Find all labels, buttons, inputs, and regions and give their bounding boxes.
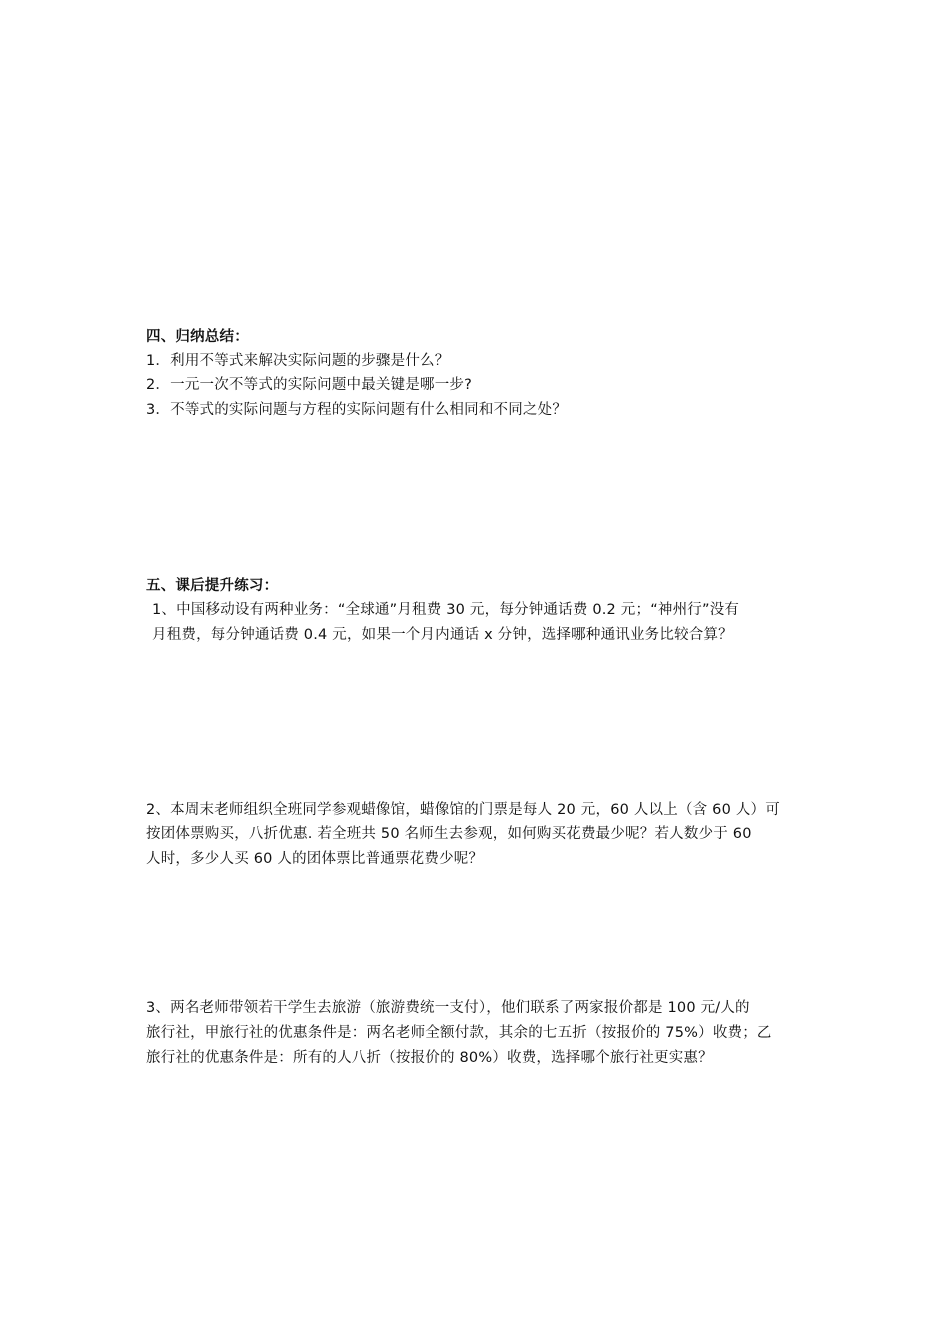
section-5-heading: 五、课后提升练习： bbox=[146, 578, 279, 594]
section-4-heading: 四、归纳总结： bbox=[146, 329, 249, 345]
problem-2-line-2: 按团体票购买，八折优惠. 若全班共 50 名师生去参观，如何购买花费最少呢？若人数少于 60 bbox=[146, 826, 752, 842]
problem-2-line-1: 2、本周末老师组织全班同学参观蜡像馆，蜡像馆的门票是每人 20 元，60 人以上（含 60 人）可 bbox=[146, 802, 780, 818]
problem-3-line-3: 旅行社的优惠条件是：所有的人八折（按报价的 80%）收费，选择哪个旅行社更实惠？ bbox=[146, 1050, 713, 1066]
problem-3-line-1: 3、两名老师带领若干学生去旅游（旅游费统一支付），他们联系了两家报价都是 100 元/人的 bbox=[146, 1000, 750, 1016]
problem-2-line-3: 人时，多少人买 60 人的团体票比普通票花费少呢？ bbox=[146, 851, 484, 867]
summary-question-3: 3．不等式的实际问题与方程的实际问题有什么相同和不同之处？ bbox=[146, 402, 568, 418]
problem-1-line-2: 月租费，每分钟通话费 0.4 元，如果一个月内通话 x 分钟，选择哪种通讯业务比较合算？ bbox=[152, 627, 733, 643]
problem-3-line-2: 旅行社，甲旅行社的优惠条件是：两名老师全额付款，其余的七五折（按报价的 75%）收费；乙 bbox=[146, 1025, 772, 1041]
problem-1-line-1: 1、中国移动设有两种业务：“全球通”月租费 30 元，每分钟通话费 0.2 元；“神州行”没有 bbox=[152, 602, 740, 618]
summary-question-2: 2．一元一次不等式的实际问题中最关键是哪一步? bbox=[146, 377, 473, 393]
summary-question-1: 1．利用不等式来解决实际问题的步骤是什么？ bbox=[146, 353, 450, 369]
